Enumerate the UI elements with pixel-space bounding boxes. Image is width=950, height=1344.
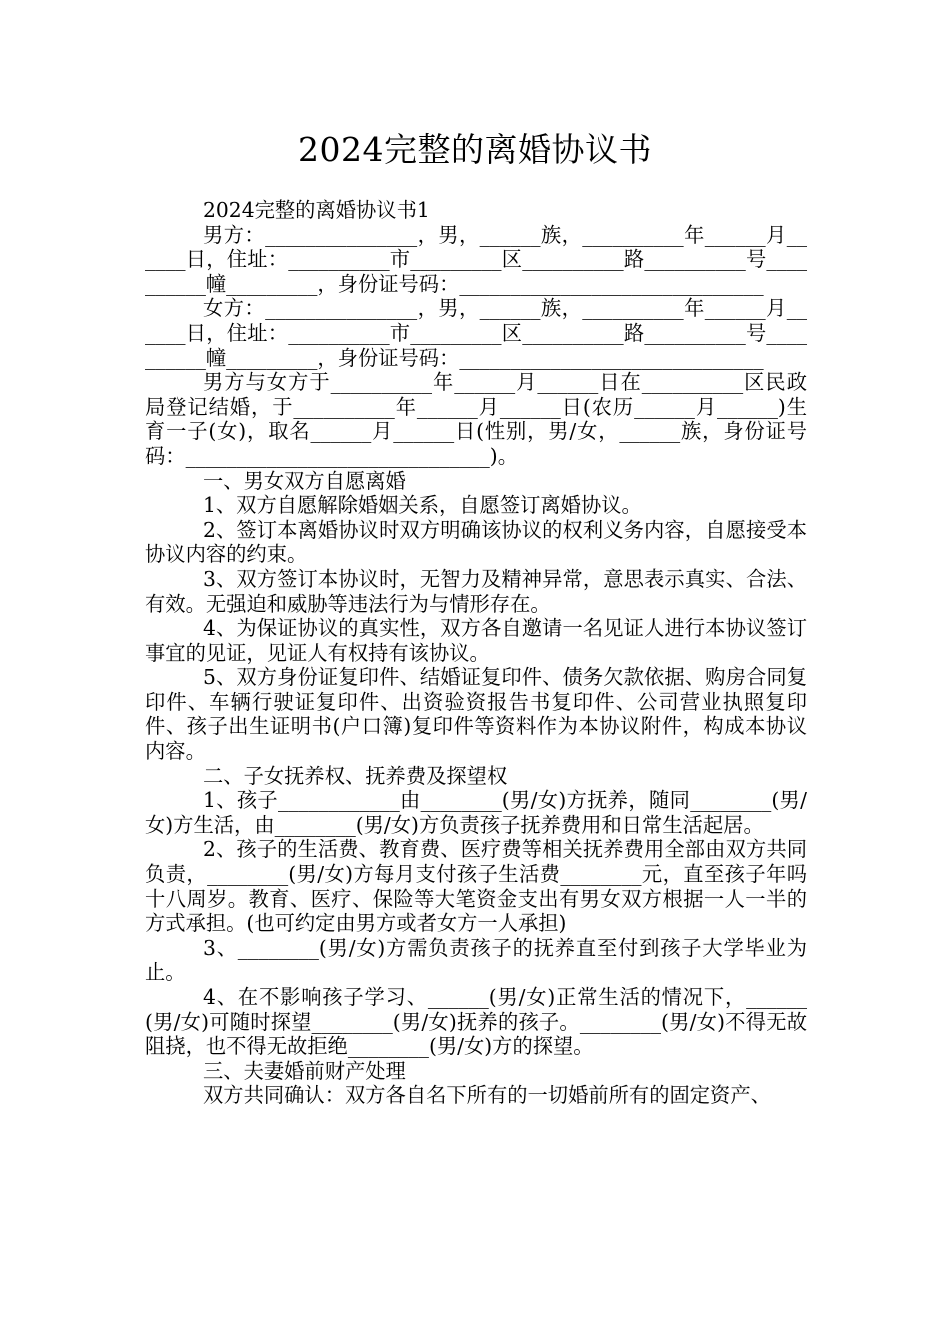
- clause-paragraph: 4、在不影响孩子学习、______(男/女)正常生活的情况下，______(男/女)可随时探望________(男/女)抚养的孩子。________(男/女)不得无故阻挠，也不得无故拒绝________(男/女)方的探望。: [145, 985, 807, 1059]
- clause-paragraph: 2、签订本离婚协议时双方明确该协议的权利义务内容，自愿接受本协议内容的约束。: [145, 517, 807, 567]
- section-heading: 三、夫妻婚前财产处理: [203, 1058, 406, 1083]
- section-heading: 一、男女双方自愿离婚: [203, 468, 406, 493]
- document-body: [145, 198, 807, 1108]
- document-title: 2024完整的离婚协议书: [298, 130, 652, 169]
- clause-paragraph: 3、双方签订本协议时，无智力及精神异常，意思表示真实、合法、有效。无强迫和威胁等违法行为与情形存在。: [145, 566, 807, 616]
- clause-paragraph: 双方共同确认：双方各自名下所有的一切婚前所有的固定资产、: [203, 1083, 771, 1108]
- section-heading: 二、子女抚养权、抚养费及探望权: [203, 763, 508, 788]
- clause-paragraph: 1、孩子____________由________(男/女)方抚养，随同________(男/女)方生活，由________(男/女)方负责孩子抚养费用和日常生活起居。: [145, 788, 807, 837]
- clause-paragraph: 2、孩子的生活费、教育费、医疗费等相关抚养费用全部由双方共同负责，________(男/女)方每月支付孩子生活费________元，直至孩子年吗十八周岁。教育、医疗、保险等大笔资金支出有男女双方根据一人一半的方式承担。(也可约定由男方或者女方一人承担): [145, 837, 807, 936]
- subtitle-paragraph: 2024完整的离婚协议书1: [203, 198, 430, 222]
- clause-paragraph: 1、双方自愿解除婚姻关系，自愿签订离婚协议。: [203, 493, 642, 518]
- female-party-paragraph: 女方：_______________，男，______族，__________年______月______日，住址：__________市_________区__________路__________号__________幢_________，身份证号码：______________________________: [145, 296, 807, 370]
- clause-paragraph: 4、为保证协议的真实性，双方各自邀请一名见证人进行本协议签订事宜的见证，见证人有权持有该协议。: [145, 616, 807, 665]
- male-party-paragraph: 男方：_______________，男，______族，__________年______月______日，住址：__________市_________区__________路__________号__________幢_________，身份证号码：______________________________: [145, 222, 807, 296]
- marriage-info-paragraph: 男方与女方于__________年______月______日在__________区民政局登记结婚，于__________年______月______日(农历______月______)生育一子(女)，取名______月______日(性别，男/女，______族，身份证号码：______________________________)。: [145, 370, 807, 468]
- clause-paragraph: 3、________(男/女)方需负责孩子的抚养直至付到孩子大学毕业为止。: [145, 935, 807, 985]
- clause-paragraph: 5、双方身份证复印件、结婚证复印件、债务欠款依据、购房合同复印件、车辆行驶证复印件、出资验资报告书复印件、公司营业执照复印件、孩子出生证明书(户口簿)复印件等资料作为本协议附件，构成本协议内容。: [145, 665, 807, 764]
